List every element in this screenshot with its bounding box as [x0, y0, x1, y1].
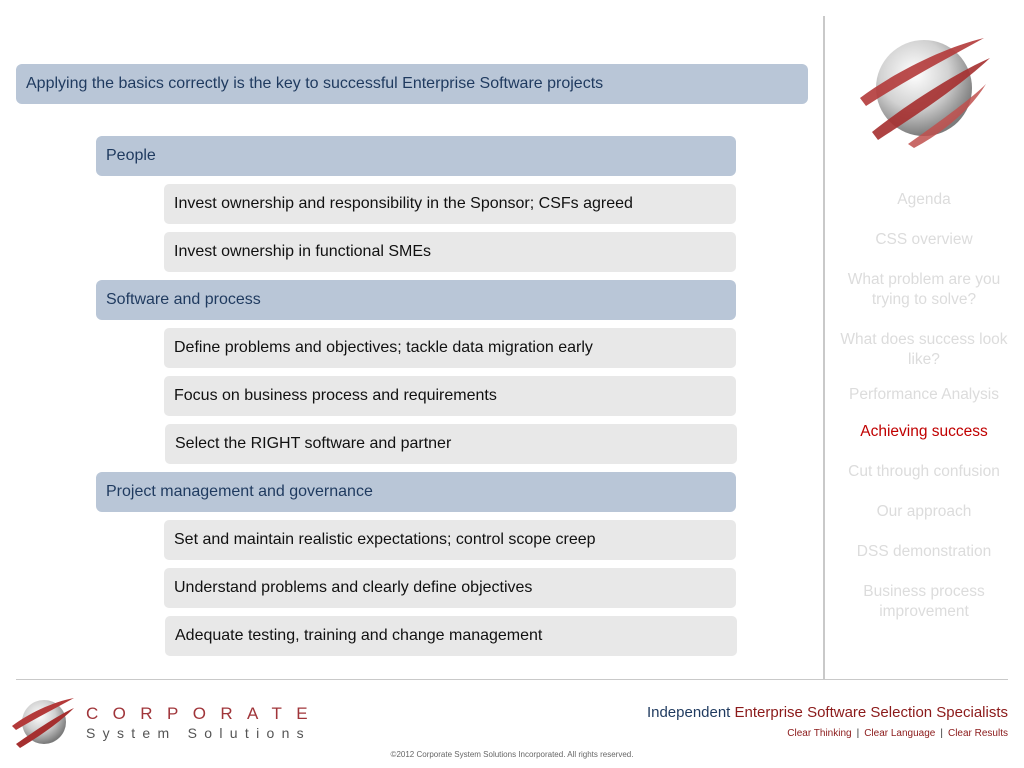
- subtag-item: Clear Language: [864, 728, 936, 739]
- nav-item-our-approach[interactable]: Our approach: [876, 503, 972, 520]
- nav-item-agenda[interactable]: Agenda: [897, 191, 951, 208]
- tagline: [647, 704, 1008, 721]
- list-item: [164, 520, 736, 560]
- nav-item-cut-through-confusion[interactable]: Cut through confusion: [848, 463, 1000, 480]
- brand-subtitle: System Solutions: [86, 725, 311, 741]
- company-logo: [10, 696, 76, 750]
- list-item-text: Invest ownership in functional SMEs: [174, 243, 432, 260]
- list-item-text: Understand problems and clearly define objectives: [174, 579, 533, 596]
- section-label: Project management and governance: [106, 483, 373, 500]
- list-item: [164, 232, 736, 272]
- list-item: [164, 568, 736, 608]
- horizontal-divider: [16, 679, 1008, 680]
- section-project-management: [96, 472, 736, 512]
- nav-item-dss-demonstration[interactable]: DSS demonstration: [856, 543, 992, 560]
- list-item: [165, 616, 737, 656]
- nav-item-success-look[interactable]: What does success look like?: [840, 331, 1008, 368]
- list-item-text: Invest ownership and responsibility in the Sponsor; CSFs agreed: [174, 195, 633, 212]
- nav-item-business-process[interactable]: Business process improvement: [863, 583, 985, 620]
- list-item: [164, 184, 736, 224]
- nav-item-css-overview[interactable]: CSS overview: [875, 231, 973, 248]
- section-software-process: [96, 280, 736, 320]
- copyright: ©2012 Corporate System Solutions Incorporated. All rights reserved.: [390, 750, 634, 759]
- vertical-divider: [823, 16, 825, 679]
- list-item-text: Focus on business process and requirements: [174, 387, 497, 404]
- list-item-text: Set and maintain realistic expectations; control scope creep: [174, 531, 596, 548]
- globe-logo-icon: [852, 36, 992, 148]
- subtag-item: Clear Thinking: [787, 728, 852, 739]
- slide-title-text: Applying the basics correctly is the key to successful Enterprise Software projects: [26, 75, 604, 92]
- list-item-text: Adequate testing, training and change management: [175, 627, 543, 644]
- section-label: People: [106, 147, 156, 164]
- subtagline: Clear Thinking | Clear Language | Clear Results: [787, 728, 1008, 739]
- list-item: [165, 424, 737, 464]
- slide-title: [16, 64, 808, 104]
- nav-item-performance-analysis[interactable]: Performance Analysis: [849, 386, 999, 403]
- section-people: [96, 136, 736, 176]
- list-item: [164, 376, 736, 416]
- list-item: [164, 328, 736, 368]
- nav-item-achieving-success[interactable]: Achieving success: [860, 423, 988, 440]
- nav-item-problem[interactable]: What problem are you trying to solve?: [847, 271, 1001, 308]
- subtag-item: Clear Results: [947, 728, 1008, 739]
- section-label: Software and process: [106, 291, 261, 308]
- tagline-part2: Enterprise Software Selection Specialists: [734, 704, 1008, 721]
- list-item-text: Define problems and objectives; tackle data migration early: [174, 339, 593, 356]
- list-item-text: Select the RIGHT software and partner: [175, 435, 452, 452]
- brand-name: CORPORATE: [86, 704, 323, 723]
- tagline-part1: Independent: [646, 704, 731, 721]
